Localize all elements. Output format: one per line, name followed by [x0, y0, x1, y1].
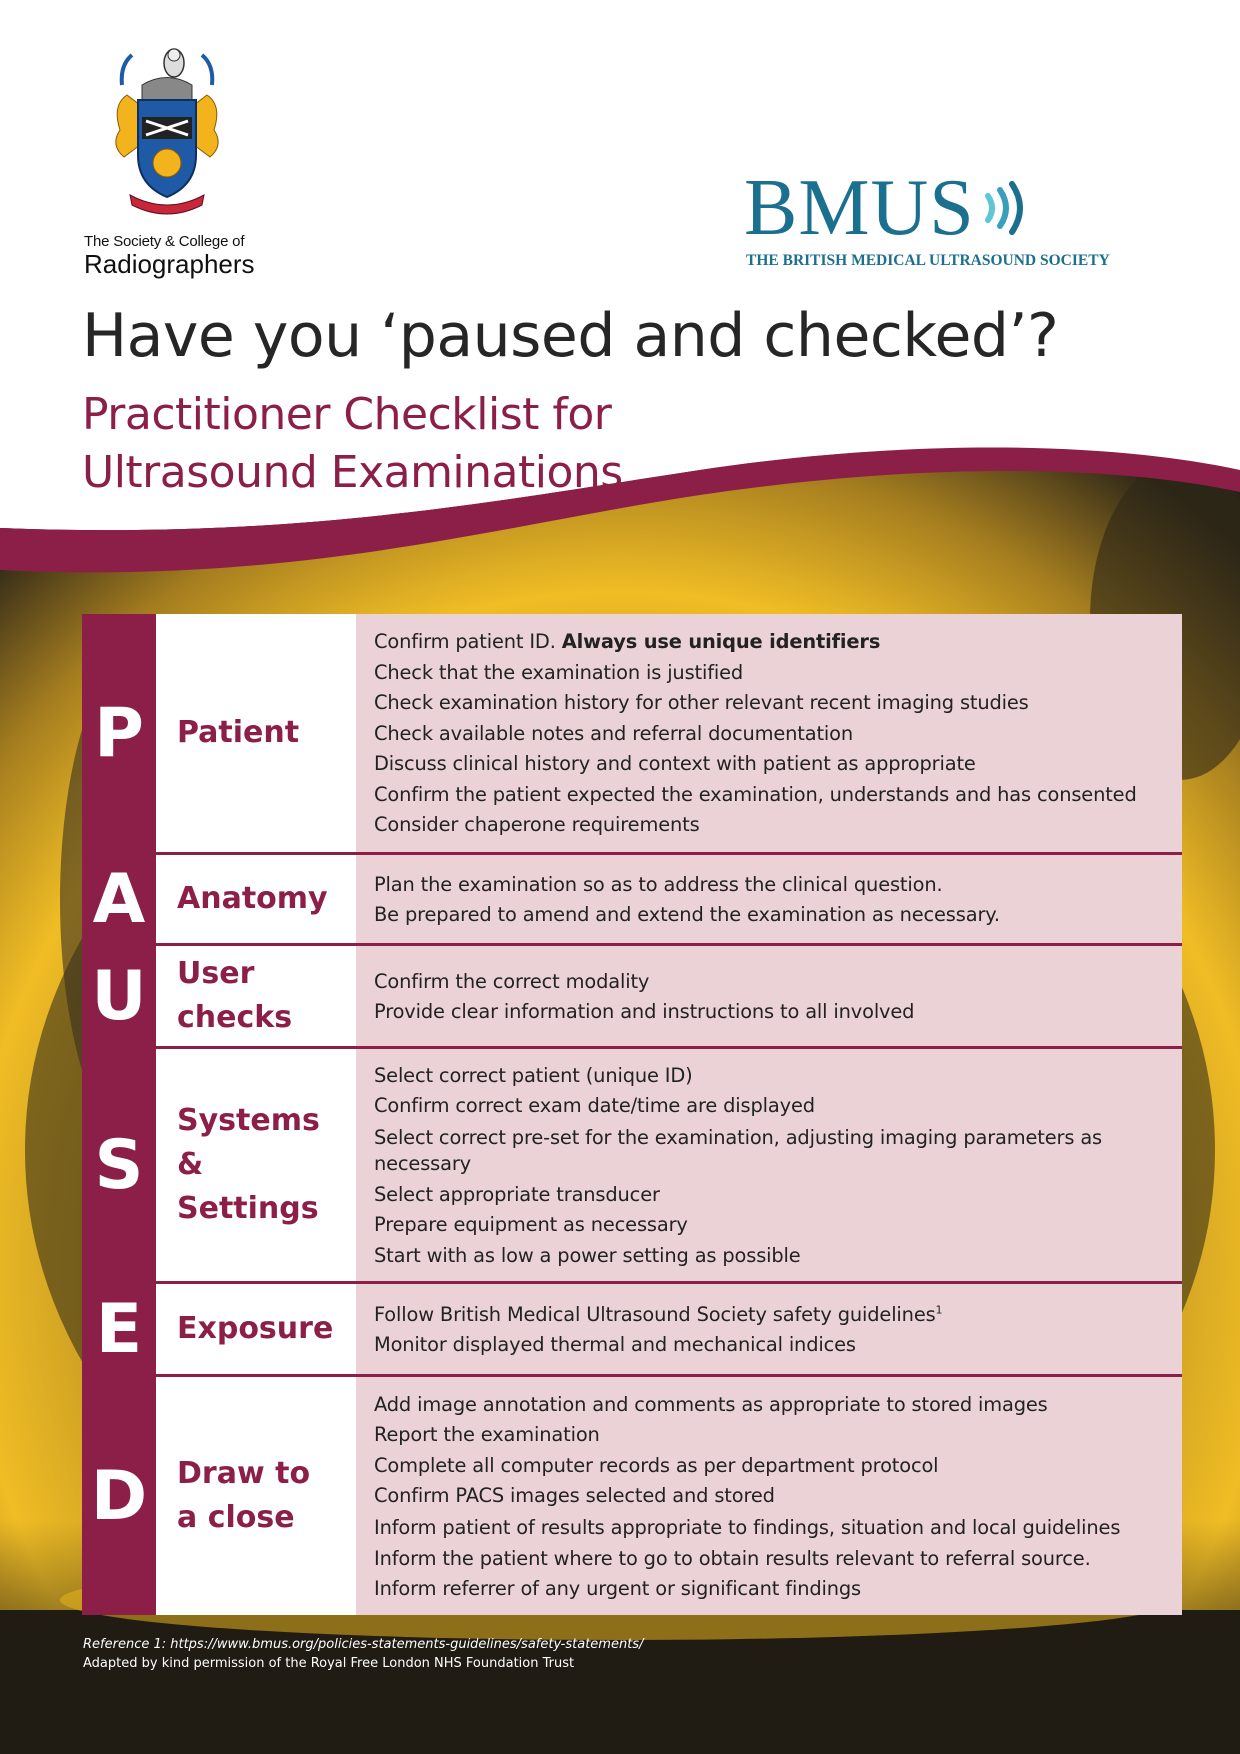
checklist-items	[356, 855, 1182, 943]
category-label	[159, 855, 356, 943]
checklist-item	[374, 1515, 1166, 1541]
checklist-item	[374, 1481, 1166, 1512]
checklist-item	[374, 997, 1166, 1028]
scor-logo	[82, 45, 255, 279]
checklist-item-text: Follow British Medical Ultrasound Society safety guidelines	[374, 1302, 936, 1326]
scor-name-line2: Radiographers	[84, 249, 255, 279]
page-subtitle	[82, 386, 623, 502]
paused-letter: U	[82, 946, 159, 1046]
checklist-items	[356, 614, 1182, 852]
checklist-item-text: Inform the patient where to go to obtain results relevant to referral source.	[374, 1546, 1091, 1570]
checklist-item-text: Monitor displayed thermal and mechanical indices	[374, 1333, 856, 1356]
permission-note: Adapted by kind permission of the Royal Free London NHS Foundation Trust	[83, 1656, 575, 1671]
category-label-line: Systems &	[177, 1103, 320, 1182]
footer-references	[83, 1635, 643, 1673]
category-label-line: Anatomy	[177, 881, 328, 916]
checklist-item	[374, 1390, 1166, 1421]
checklist-item	[374, 1241, 1166, 1272]
checklist-item	[374, 1330, 1166, 1361]
checklist-item-text: Confirm the patient expected the examination, understands and has consented	[374, 782, 1137, 806]
category-label	[159, 614, 356, 852]
checklist-item-text: Discuss clinical history and context with patient as appropriate	[374, 752, 976, 776]
category-label-line: User	[177, 956, 255, 991]
checklist-item-text: Inform referrer of any urgent or significant findings	[374, 1577, 861, 1600]
checklist-item-text: Select correct pre-set for the examination, adjusting imaging parameters as necessary	[374, 1125, 1103, 1175]
checklist-item	[374, 900, 1166, 931]
paused-letter: P	[82, 614, 159, 852]
checklist-item-text: Confirm patient ID.	[374, 630, 562, 654]
checklist-row-u	[82, 946, 1182, 1049]
checklist-item-text: Confirm the correct modality	[374, 969, 650, 993]
sound-wave-icon	[976, 178, 1056, 238]
checklist-items	[356, 1284, 1182, 1374]
checklist-item	[374, 1210, 1166, 1241]
checklist-item-emphasis: Always use unique identifiers	[561, 630, 881, 654]
category-label-line: Exposure	[177, 1311, 334, 1346]
checklist-item	[374, 658, 1166, 689]
checklist-item-text: Inform patient of results appropriate to findings, situation and local guidelines	[374, 1515, 1121, 1539]
coat-of-arms-icon	[102, 45, 232, 225]
checklist-items	[356, 1377, 1182, 1615]
checklist-items	[356, 1049, 1182, 1281]
checklist-item	[374, 749, 1166, 780]
checklist-item	[374, 1544, 1166, 1575]
page-title: Have you ‘paused and checked’?	[82, 301, 1059, 371]
checklist-item-text: Provide clear information and instructions to all involved	[374, 1000, 915, 1023]
checklist-item-text: Check that the examination is justified	[374, 660, 744, 684]
paused-letter: D	[82, 1377, 159, 1615]
checklist-item-text: Be prepared to amend and extend the examination as necessary.	[374, 903, 1000, 926]
checklist-item-text: Confirm PACS images selected and stored	[374, 1484, 775, 1507]
category-label	[159, 1284, 356, 1374]
subtitle-line2: Ultrasound Examinations	[82, 447, 623, 498]
category-label-line: Patient	[177, 715, 300, 750]
checklist-item	[374, 688, 1166, 719]
checklist-item-text: Check examination history for other relevant recent imaging studies	[374, 691, 1029, 715]
bmus-logo	[744, 164, 1164, 278]
reference-note: Reference 1: https://www.bmus.org/policies-statements-guidelines/safety-statements/	[83, 1637, 644, 1652]
checklist-item-text: Start with as low a power setting as possible	[374, 1243, 801, 1267]
checklist-item	[374, 719, 1166, 750]
checklist-item	[374, 1574, 1166, 1605]
scor-name-line1: The Society & College of	[84, 233, 245, 250]
bmus-full-name: THE BRITISH MEDICAL ULTRASOUND SOCIETY	[746, 252, 1110, 269]
checklist-item	[374, 780, 1166, 811]
category-label	[159, 1377, 356, 1615]
checklist-item	[374, 967, 1166, 998]
category-label	[159, 1049, 356, 1281]
paused-letter: E	[82, 1284, 159, 1374]
checklist-item-text: Prepare equipment as necessary	[374, 1213, 688, 1237]
checklist-item	[374, 1061, 1166, 1092]
checklist-row-a	[82, 855, 1182, 946]
checklist-item	[374, 810, 1166, 841]
category-label-line: checks	[177, 1000, 293, 1035]
checklist-item	[374, 1300, 1166, 1331]
footnote-marker: 1	[935, 1303, 943, 1317]
checklist-item	[374, 1180, 1166, 1211]
checklist-item-text: Add image annotation and comments as appropriate to stored images	[374, 1392, 1048, 1416]
checklist-item	[374, 1420, 1166, 1451]
paused-checklist-table	[82, 614, 1182, 1615]
checklist-item	[374, 1125, 1166, 1177]
subtitle-line1: Practitioner Checklist for	[82, 389, 612, 440]
checklist-item-text: Report the examination	[374, 1423, 600, 1446]
paused-letter: S	[82, 1049, 159, 1281]
checklist-row-s	[82, 1049, 1182, 1284]
checklist-row-e	[82, 1284, 1182, 1377]
checklist-item	[374, 627, 1166, 658]
paused-letter: A	[82, 855, 159, 943]
category-label-line: a close	[177, 1500, 295, 1535]
checklist-row-d	[82, 1377, 1182, 1615]
category-label-line: Settings	[177, 1191, 319, 1226]
checklist-item-text: Select appropriate transducer	[374, 1182, 660, 1206]
checklist-item-text: Select correct patient (unique ID)	[374, 1063, 693, 1087]
bmus-wordmark: BMUS	[744, 164, 975, 252]
checklist-item	[374, 1091, 1166, 1122]
checklist-items	[356, 946, 1182, 1046]
checklist-item-text: Confirm correct exam date/time are displayed	[374, 1094, 815, 1118]
checklist-item	[374, 1451, 1166, 1482]
checklist-item-text: Consider chaperone requirements	[374, 813, 700, 837]
checklist-row-p	[82, 614, 1182, 855]
checklist-item	[374, 870, 1166, 901]
checklist-item-text: Check available notes and referral documentation	[374, 721, 854, 745]
checklist-item-text: Plan the examination so as to address the clinical question.	[374, 872, 943, 896]
checklist-item-text: Complete all computer records as per department protocol	[374, 1453, 939, 1477]
category-label	[159, 946, 356, 1046]
category-label-line: Draw to	[177, 1456, 311, 1491]
